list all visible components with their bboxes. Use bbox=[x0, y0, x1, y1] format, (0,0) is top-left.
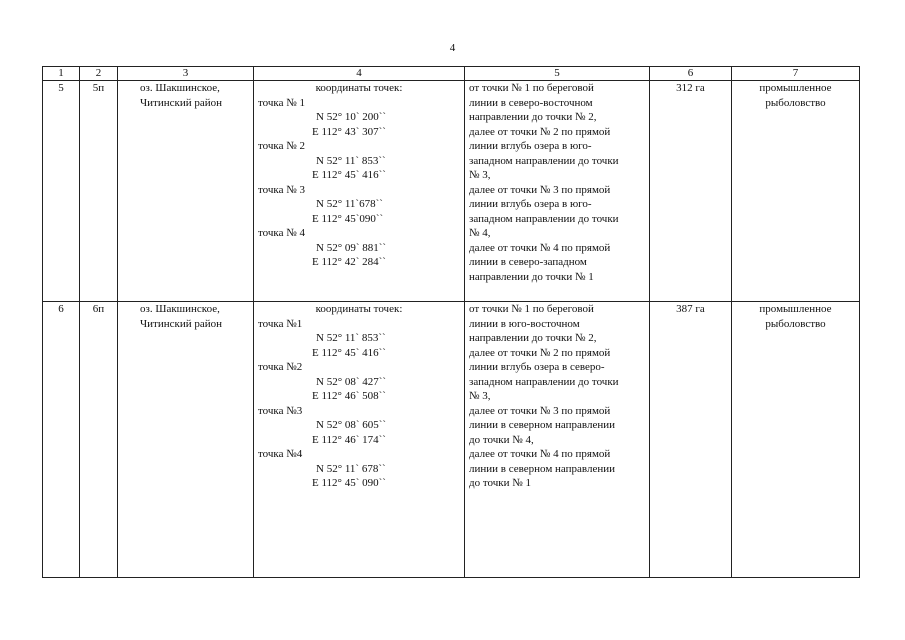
point-latitude: N 52° 09` 881`` bbox=[316, 241, 387, 254]
description-line: западном направлении до точки bbox=[469, 154, 619, 167]
point-latitude: N 52° 11` 678`` bbox=[316, 462, 386, 475]
purpose-cell bbox=[732, 81, 860, 302]
description-line: линии вглубь озера в юго- bbox=[469, 198, 592, 210]
point-latitude: N 52° 10` 200`` bbox=[316, 111, 387, 123]
point-latitude: N 52° 08` 427`` bbox=[316, 375, 387, 388]
location-line: оз. Шакшинское, bbox=[140, 303, 220, 315]
point-label: точка №4 bbox=[258, 448, 303, 460]
point-label: точка №3 bbox=[258, 404, 303, 417]
table-row bbox=[43, 302, 860, 578]
column-header: 4 bbox=[254, 67, 465, 81]
point-label: точка № 3 bbox=[258, 183, 305, 196]
coordinates-cell bbox=[254, 81, 465, 302]
description-line: далее от точки № 4 по прямой bbox=[469, 448, 611, 460]
description-line: линии в северо-западном bbox=[469, 256, 587, 268]
table-row bbox=[43, 81, 860, 302]
point-label: точка № 4 bbox=[258, 227, 305, 239]
point-longitude: E 112° 42` 284`` bbox=[312, 256, 386, 268]
point-label: точка №2 bbox=[258, 361, 303, 373]
description-line: линии в северном направлении bbox=[469, 419, 616, 431]
description-line: далее от точки № 2 по прямой bbox=[469, 346, 611, 359]
area-size: 312 га bbox=[650, 81, 732, 302]
area-code: 6п bbox=[80, 302, 118, 578]
purpose-line: промышленное bbox=[759, 82, 832, 94]
point-latitude: N 52° 11`678`` bbox=[316, 198, 383, 210]
point-label: точка № 1 bbox=[258, 96, 305, 109]
point-longitude: E 112° 45` 090`` bbox=[312, 477, 386, 489]
location-line: Читинский район bbox=[140, 96, 223, 109]
point-label: точка № 2 bbox=[258, 140, 305, 152]
description-line: № 3, bbox=[469, 390, 491, 402]
purpose-line: рыболовство bbox=[765, 317, 826, 330]
column-header: 1 bbox=[43, 67, 80, 81]
purpose-line: промышленное bbox=[759, 303, 832, 315]
row-number: 6 bbox=[43, 302, 80, 578]
description-line: линии вглубь озера в юго- bbox=[469, 140, 592, 152]
point-longitude: E 112° 45` 416`` bbox=[312, 169, 386, 181]
column-header: 6 bbox=[650, 67, 732, 81]
boundary-description-cell bbox=[465, 302, 650, 578]
description-line: далее от точки № 3 по прямой bbox=[469, 183, 611, 196]
description-line: линии в северо-восточном bbox=[469, 96, 593, 109]
fishing-areas-table bbox=[42, 66, 860, 578]
location-line: Читинский район bbox=[140, 317, 223, 330]
row-number: 5 bbox=[43, 81, 80, 302]
description-line: далее от точки № 4 по прямой bbox=[469, 241, 611, 254]
location-cell bbox=[118, 302, 254, 578]
column-header: 7 bbox=[732, 67, 860, 81]
point-latitude: N 52° 11` 853`` bbox=[316, 332, 386, 344]
column-number-row bbox=[43, 67, 860, 81]
purpose-cell bbox=[732, 302, 860, 578]
area-size: 387 га bbox=[650, 302, 732, 578]
description-line: направлении до точки № 2, bbox=[469, 111, 597, 123]
description-line: западном направлении до точки bbox=[469, 375, 619, 388]
point-longitude: E 112° 45` 416`` bbox=[312, 346, 386, 359]
description-line: до точки № 1 bbox=[469, 477, 531, 489]
boundary-description-cell bbox=[465, 81, 650, 302]
point-latitude: N 52° 08` 605`` bbox=[316, 419, 387, 431]
description-line: линии в северном направлении bbox=[469, 462, 616, 475]
description-line: до точки № 4, bbox=[469, 433, 534, 446]
description-line: № 3, bbox=[469, 169, 491, 181]
coordinates-cell bbox=[254, 302, 465, 578]
location-line: оз. Шакшинское, bbox=[140, 82, 220, 94]
column-header: 5 bbox=[465, 67, 650, 81]
page-number: 4 bbox=[449, 42, 456, 54]
description-line: линии вглубь озера в северо- bbox=[469, 361, 605, 373]
point-longitude: E 112° 46` 508`` bbox=[312, 390, 386, 402]
coordinates-title: координаты точек: bbox=[315, 303, 403, 315]
description-line: направлении до точки № 2, bbox=[469, 332, 597, 344]
area-code: 5п bbox=[80, 81, 118, 302]
point-longitude: E 112° 45`090`` bbox=[312, 212, 384, 225]
point-latitude: N 52° 11` 853`` bbox=[316, 154, 386, 167]
point-label: точка №1 bbox=[258, 317, 303, 330]
location-cell bbox=[118, 81, 254, 302]
description-line: далее от точки № 2 по прямой bbox=[469, 125, 611, 138]
description-line: направлении до точки № 1 bbox=[469, 270, 594, 283]
description-line: линии в юго-восточном bbox=[469, 317, 580, 330]
column-header: 3 bbox=[118, 67, 254, 81]
coordinates-title: координаты точек: bbox=[315, 82, 403, 94]
purpose-line: рыболовство bbox=[765, 96, 826, 109]
description-line: далее от точки № 3 по прямой bbox=[469, 404, 611, 417]
point-longitude: E 112° 43` 307`` bbox=[312, 125, 386, 138]
description-line: западном направлении до точки bbox=[469, 212, 619, 225]
description-line: № 4, bbox=[469, 227, 491, 239]
point-longitude: E 112° 46` 174`` bbox=[312, 433, 386, 446]
description-line: от точки № 1 по береговой bbox=[469, 82, 594, 94]
column-header: 2 bbox=[80, 67, 118, 81]
description-line: от точки № 1 по береговой bbox=[469, 303, 594, 315]
